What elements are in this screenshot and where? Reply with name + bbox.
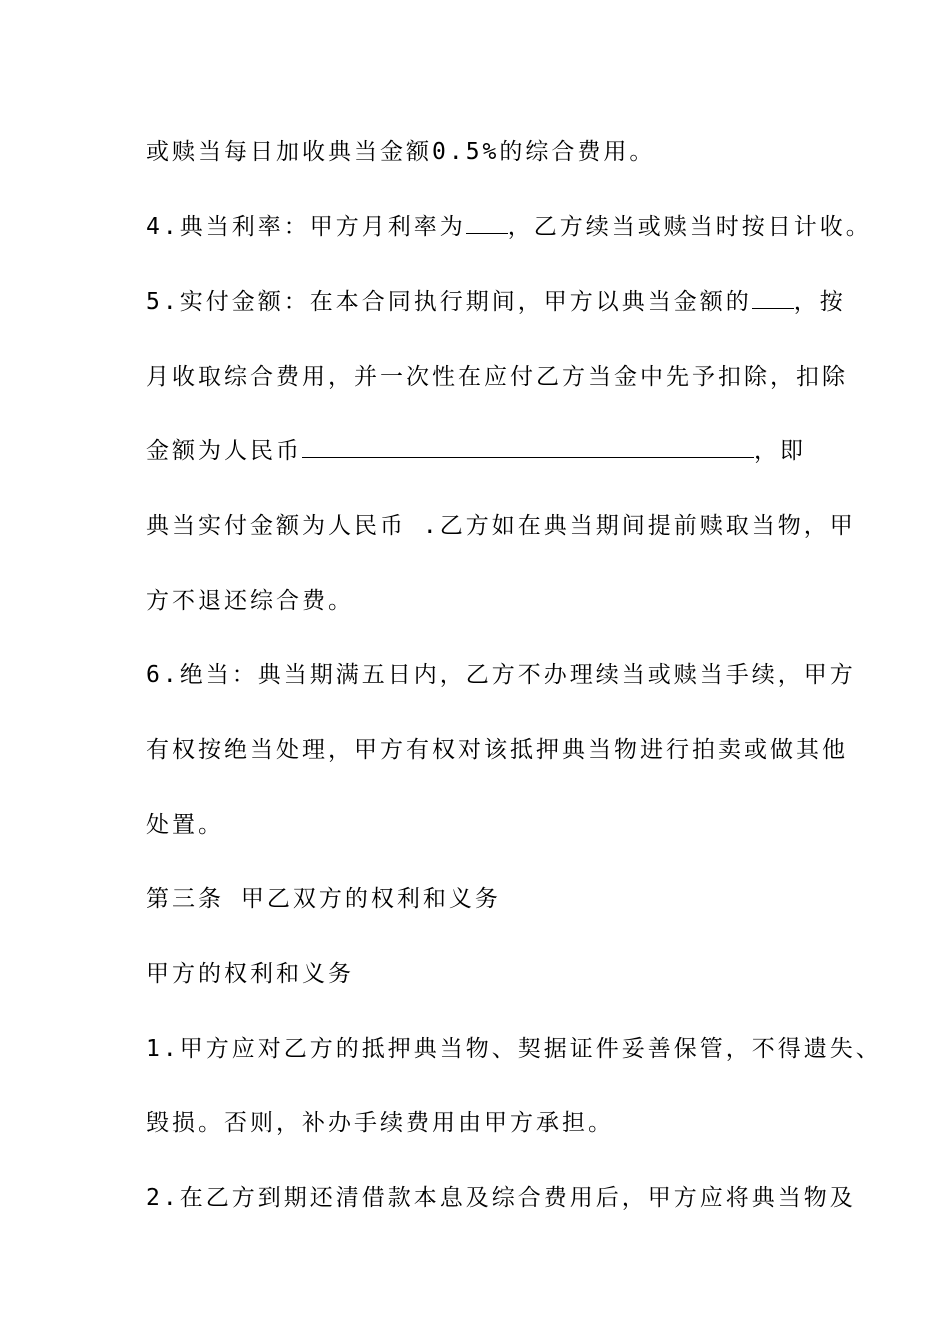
text-line — [146, 287, 846, 317]
fill-in-blank — [752, 304, 794, 309]
text-line: 方不退还综合费。 — [146, 588, 354, 614]
text-segment: ，乙方续当或赎当时按日计收。 — [507, 214, 872, 240]
text-segment: ，按 — [793, 289, 846, 315]
text-line — [146, 436, 806, 466]
text-line: 有权按绝当处理，甲方有权对该抵押典当物进行拍卖或做其他 — [146, 737, 848, 763]
text-segment: 4.典当利率：甲方月利率为 — [146, 214, 466, 240]
text-line — [146, 212, 872, 242]
text-segment: 5.实付金额：在本合同执行期间，甲方以典当金额的 — [146, 289, 752, 315]
text-line: 毁损。否则，补办手续费用由甲方承担。 — [146, 1110, 614, 1136]
text-line: 处置。 — [146, 812, 224, 838]
text-line: 月收取综合费用，并一次性在应付乙方当金中先予扣除，扣除 — [146, 364, 848, 390]
text-segment: ，即 — [754, 438, 806, 464]
fill-in-blank — [302, 453, 754, 458]
text-line: 2.在乙方到期还清借款本息及综合费用后，甲方应将典当物及 — [146, 1185, 856, 1211]
fill-in-blank — [466, 229, 508, 234]
text-segment: 金额为人民币 — [146, 438, 302, 464]
text-line: 典当实付金额为人民币 .乙方如在典当期间提前赎取当物，甲 — [146, 513, 856, 539]
text-line: 6.绝当：典当期满五日内，乙方不办理续当或赎当手续，甲方 — [146, 662, 856, 688]
text-line: 或赎当每日加收典当金额0.5%的综合费用。 — [146, 139, 656, 165]
text-line: 1.甲方应对乙方的抵押典当物、契据证件妥善保管，不得遗失、 — [146, 1036, 882, 1062]
subsection-heading: 甲方的权利和义务 — [146, 961, 354, 987]
section-heading: 第三条 甲乙双方的权利和义务 — [146, 886, 501, 912]
